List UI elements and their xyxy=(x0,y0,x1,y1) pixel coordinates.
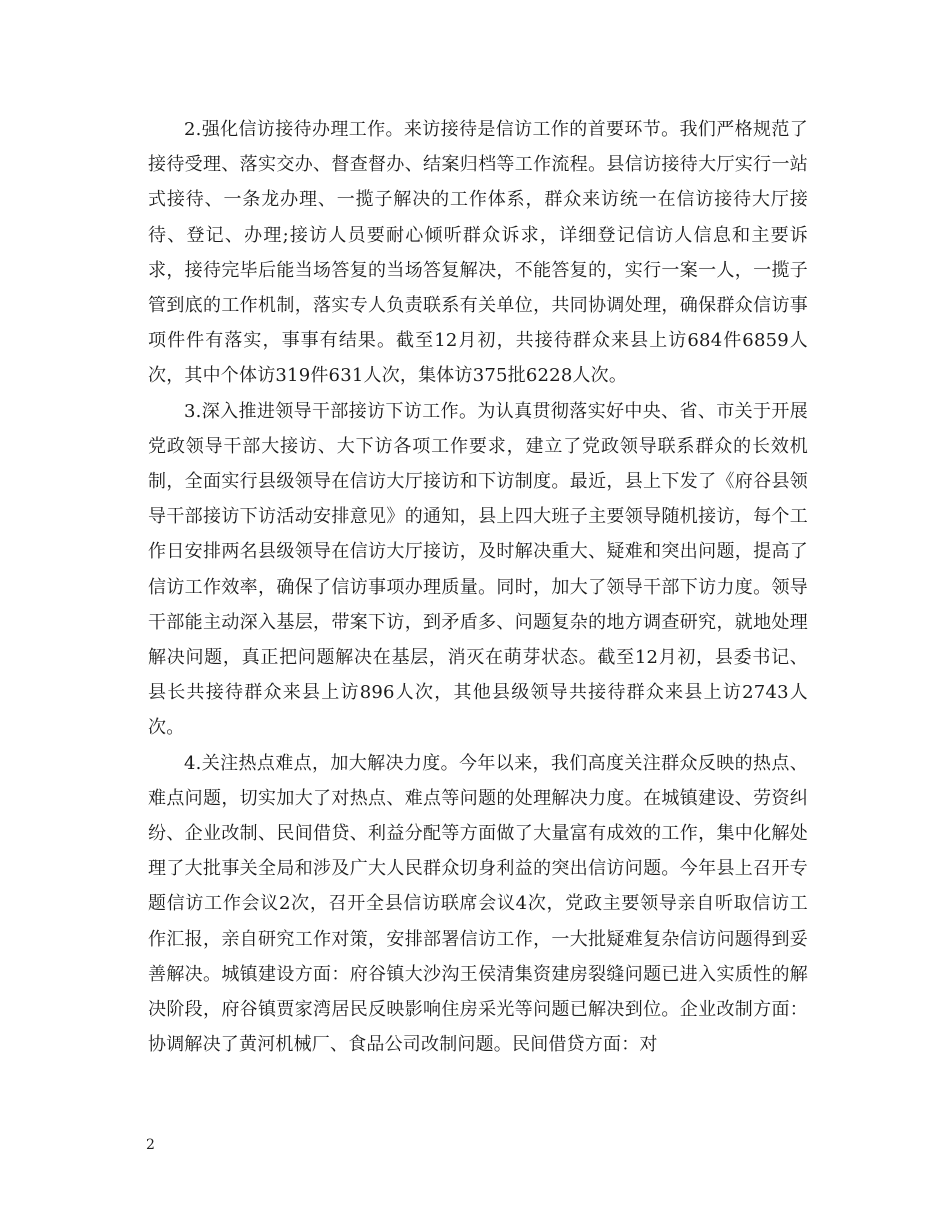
paragraph-3: 3.深入推进领导干部接访下访工作。为认真贯彻落实好中央、省、市关于开展党政领导干部大接访、大下访各项工作要求，建立了党政领导联系群众的长效机制，全面实行县级领导在信访大厅接访和下访制度。最近，县上下发了《府谷县领导干部接访下访活动安排意见》的通知，县上四大班子主要领导随机接访，每个工作日安排两名县级领导在信访大厅接访，及时解决重大、疑难和突出问题，提高了信访工作效率，确保了信访事项办理质量。同时，加大了领导干部下访力度。领导干部能主动深入基层，带案下访，到矛盾多、问题复杂的地方调查研究，就地处理解决问题，真正把问题解决在基层，消灭在萌芽状态。截至12月初，县委书记、县长共接待群众来县上访896人次，其他县级领导共接待群众来县上访2743人次。 xyxy=(148,400,808,739)
paragraph-4: 4.关注热点难点，加大解决力度。今年以来，我们高度关注群众反映的热点、难点问题，切实加大了对热点、难点等问题的处理解决力度。在城镇建设、劳资纠纷、企业改制、民间借贷、利益分配等方面做了大量富有成效的工作，集中化解处理了大批事关全局和涉及广大人民群众切身利益的突出信访问题。今年县上召开专题信访工作会议2次，召开全县信访联席会议4次，党政主要领导亲自听取信访工作汇报，亲自研究工作对策，安排部署信访工作，一大批疑难复杂信访问题得到妥善解决。城镇建设方面：府谷镇大沙沟王侯清集资建房裂缝问题已进入实质性的解决阶段，府谷镇贾家湾居民反映影响住房采光等问题已解决到位。企业改制方面：协调解决了黄河机械厂、食品公司改制问题。民间借贷方面：对 xyxy=(148,752,808,1056)
paragraph-2: 2.强化信访接待办理工作。来访接待是信访工作的首要环节。我们严格规范了接待受理、落实交办、督查督办、结案归档等工作流程。县信访接待大厅实行一站式接待、一条龙办理、一揽子解决的工作体系，群众来访统一在信访接待大厅接待、登记、办理;接访人员要耐心倾听群众诉求，详细登记信访人信息和主要诉求，接待完毕后能当场答复的当场答复解决，不能答复的，实行一案一人，一揽子管到底的工作机制，落实专人负责联系有关单位，共同协调处理，确保群众信访事项件件有落实，事事有结果。截至12月初，共接待群众来县上访684件6859人次，其中个体访319件631人次，集体访375批6228人次。 xyxy=(148,119,808,387)
document-body xyxy=(148,112,808,1062)
page-number: 2 xyxy=(146,1137,155,1153)
